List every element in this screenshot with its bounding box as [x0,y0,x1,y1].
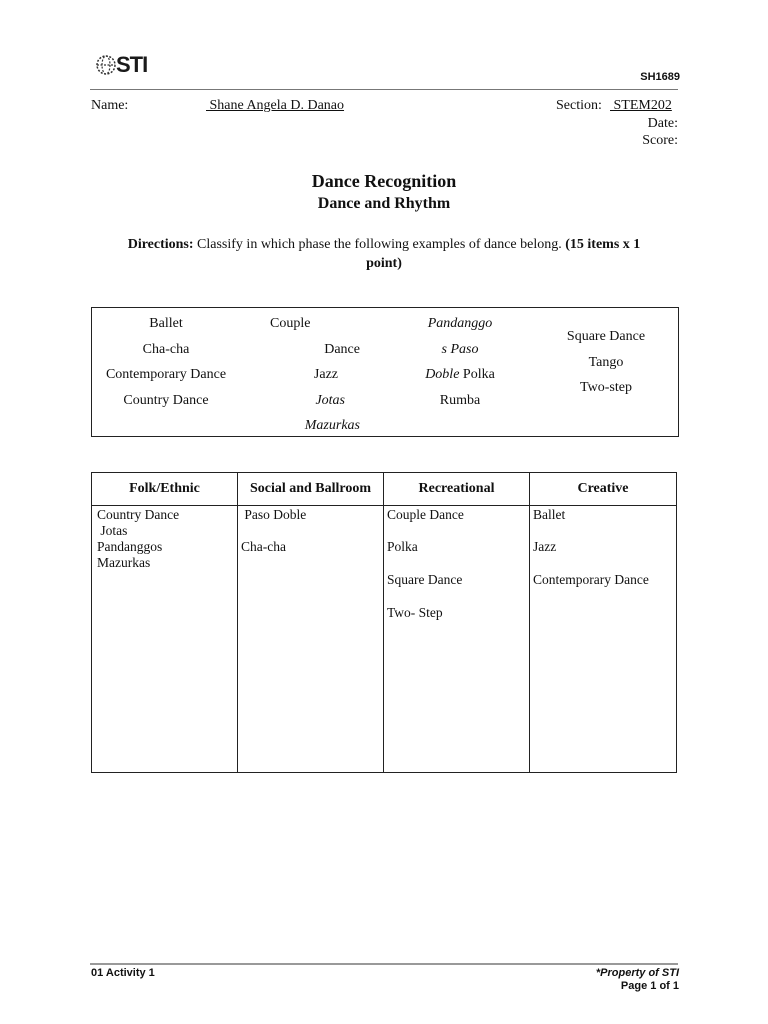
folk-item: Country Dance [97,507,180,522]
social-item: Cha-cha [241,539,286,554]
column-header-creative: Creative [530,473,677,506]
creative-item: Ballet [533,507,566,522]
word-bank-column-3 [410,311,510,413]
recreational-cell [384,506,530,773]
page-subtitle: Dance and Rhythm [317,195,451,212]
folk-item: Mazurkas [97,555,151,570]
social-cell [238,506,384,773]
score-label: Score: [642,133,678,148]
word-bank-item: Jotas [315,392,345,408]
section-label: Section: [556,98,602,113]
social-item: Paso Doble [241,507,307,522]
table-header-row [92,473,677,506]
recreational-item: Square Dance [387,572,463,587]
word-bank-item: Two-step [580,380,632,395]
word-bank-item-part: Polka [459,367,495,382]
word-bank-box [91,307,679,437]
word-bank-item: Rumba [439,392,481,408]
date-label: Date: [647,116,678,131]
creative-item: Jazz [533,539,557,554]
column-header-folk: Folk/Ethnic [92,473,238,506]
recreational-item: Polka [387,539,418,554]
section-value: STEM202 [610,98,672,113]
recreational-item: Two- Step [387,605,443,620]
word-bank-item: Mazurkas [304,418,360,433]
directions [100,235,668,273]
footer-activity: 01 Activity 1 [91,967,155,979]
folk-cell [92,506,238,773]
word-bank-item: Jazz [313,367,338,382]
word-bank-column-4 [547,324,665,401]
folk-item: Pandanggos [97,539,163,554]
folk-item: Jotas [97,523,128,538]
word-bank-item: Tango [588,354,624,370]
footer-divider [90,963,678,965]
name-value: Shane Angela D. Danao [206,98,345,113]
directions-text: Classify in which phase the following examples of dance belong. [193,237,566,252]
word-bank-column-2 [270,311,360,439]
word-bank-item: Country Dance [123,392,209,408]
word-bank-item: Couple [270,316,311,331]
word-bank-item: Square Dance [566,329,646,344]
creative-item: Contemporary Dance [533,572,649,587]
directions-points-2: point) [366,256,402,271]
word-bank-item: Pandanggo [427,316,493,331]
footer-page-number: Page 1 of 1 [620,980,679,992]
header-divider [90,89,678,90]
classification-table [91,472,677,773]
directions-label: Directions: [127,237,194,252]
word-bank-item: Contemporary Dance [105,367,227,382]
word-bank-item [410,362,510,388]
name-label: Name: [91,98,129,113]
logo-text: STI [116,52,148,77]
creative-cell [530,506,677,773]
word-bank-item-part: Doble [425,367,460,382]
recreational-item: Couple Dance [387,507,464,522]
column-header-social: Social and Ballroom [238,473,384,506]
sti-logo [96,52,146,78]
word-bank-item: Dance [324,341,360,357]
directions-points-1: (15 items x 1 [565,237,641,252]
table-row [92,506,677,773]
document-code: SH1689 [640,71,680,83]
globe-icon [96,52,118,78]
word-bank-column-1 [92,311,240,413]
page-title: Dance Recognition [311,171,457,191]
word-bank-item: Ballet [149,316,183,331]
footer-property: *Property of STI [595,967,679,979]
column-header-recreational: Recreational [384,473,530,506]
word-bank-item: Cha-cha [142,341,190,357]
word-bank-item: s Paso [441,341,479,357]
